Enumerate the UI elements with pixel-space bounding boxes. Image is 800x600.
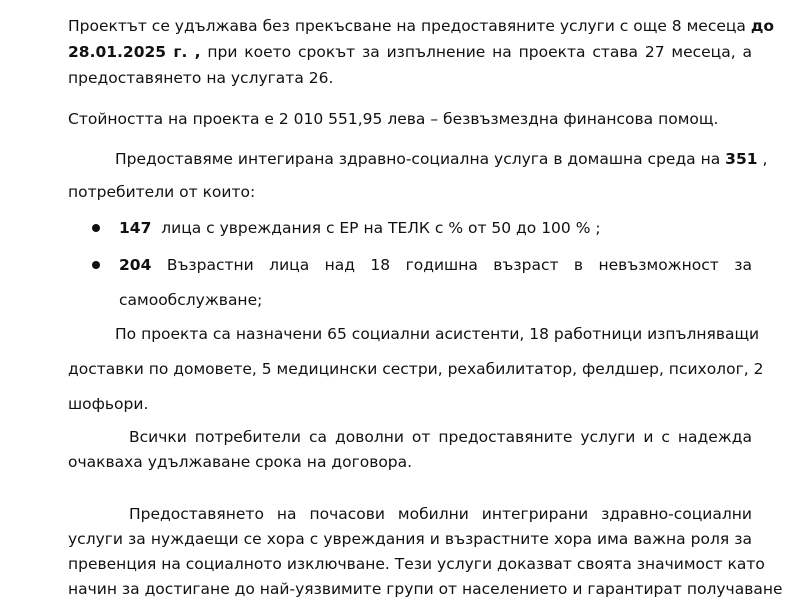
- importance-line-2: услуги за нуждаещи се хора с увреждания и възрастните хора има важна роля за: [68, 530, 752, 548]
- bullet-item-2-continuation: самообслужване;: [119, 291, 263, 309]
- bullet-2-count: 204: [119, 256, 152, 274]
- importance-line-3: превенция на социалното изключване. Тези услуги доказват своята значимост като: [68, 555, 765, 573]
- bullet-dot-2: [92, 261, 100, 269]
- extension-date-prefix: до: [750, 17, 775, 35]
- service-line-1: Предоставяме интегирана здравно-социална услуга в домашна среда на 351 ,: [115, 150, 768, 168]
- staff-line-3: шофьори.: [68, 395, 149, 413]
- extension-line-1: Проектът се удължава без прекъсване на предоставяните услуги с още 8 месеца до: [68, 17, 775, 35]
- bullet-item-2: 204 Възрастни лица над 18 годишна възраст в невъзможност за: [119, 256, 752, 274]
- bullet-1-count: 147: [119, 219, 152, 237]
- project-value-paragraph: Стойността на проекта е 2 010 551,95 лева – безвъзмездна финансова помощ.: [68, 110, 719, 128]
- satisfaction-line-1: Всички потребители са доволни от предоставяните услуги и с надежда: [129, 428, 752, 446]
- bullet-item-1: 147 лица с увреждания с ЕР на ТЕЛК с % от 50 до 100 % ;: [119, 219, 601, 237]
- service-line-2: потребители от които:: [68, 183, 256, 201]
- extension-end-date: 28.01.2025 г. ,: [68, 43, 201, 61]
- importance-line-1: Предоставянето на почасови мобилни интегрирани здравно-социални: [129, 505, 752, 523]
- importance-line-4: начин за достигане до най-уязвимите групи от населението и гарантират получаване: [68, 580, 783, 598]
- bullet-dot-1: [92, 224, 100, 232]
- satisfaction-line-2: очакваха удължаване срока на договора.: [68, 453, 413, 471]
- users-count: 351: [725, 150, 758, 168]
- extension-line-2: 28.01.2025 г. , при което срокът за изпълнение на проекта става 27 месеца, а: [68, 43, 752, 61]
- staff-line-1: По проекта са назначени 65 социални асистенти, 18 работници изпълняващи: [115, 325, 760, 343]
- staff-line-2: доставки по домовете, 5 медицински сестри, рехабилитатор, фелдшер, психолог, 2: [68, 360, 764, 378]
- extension-line-3: предоставянето на услугата 26.: [68, 69, 334, 87]
